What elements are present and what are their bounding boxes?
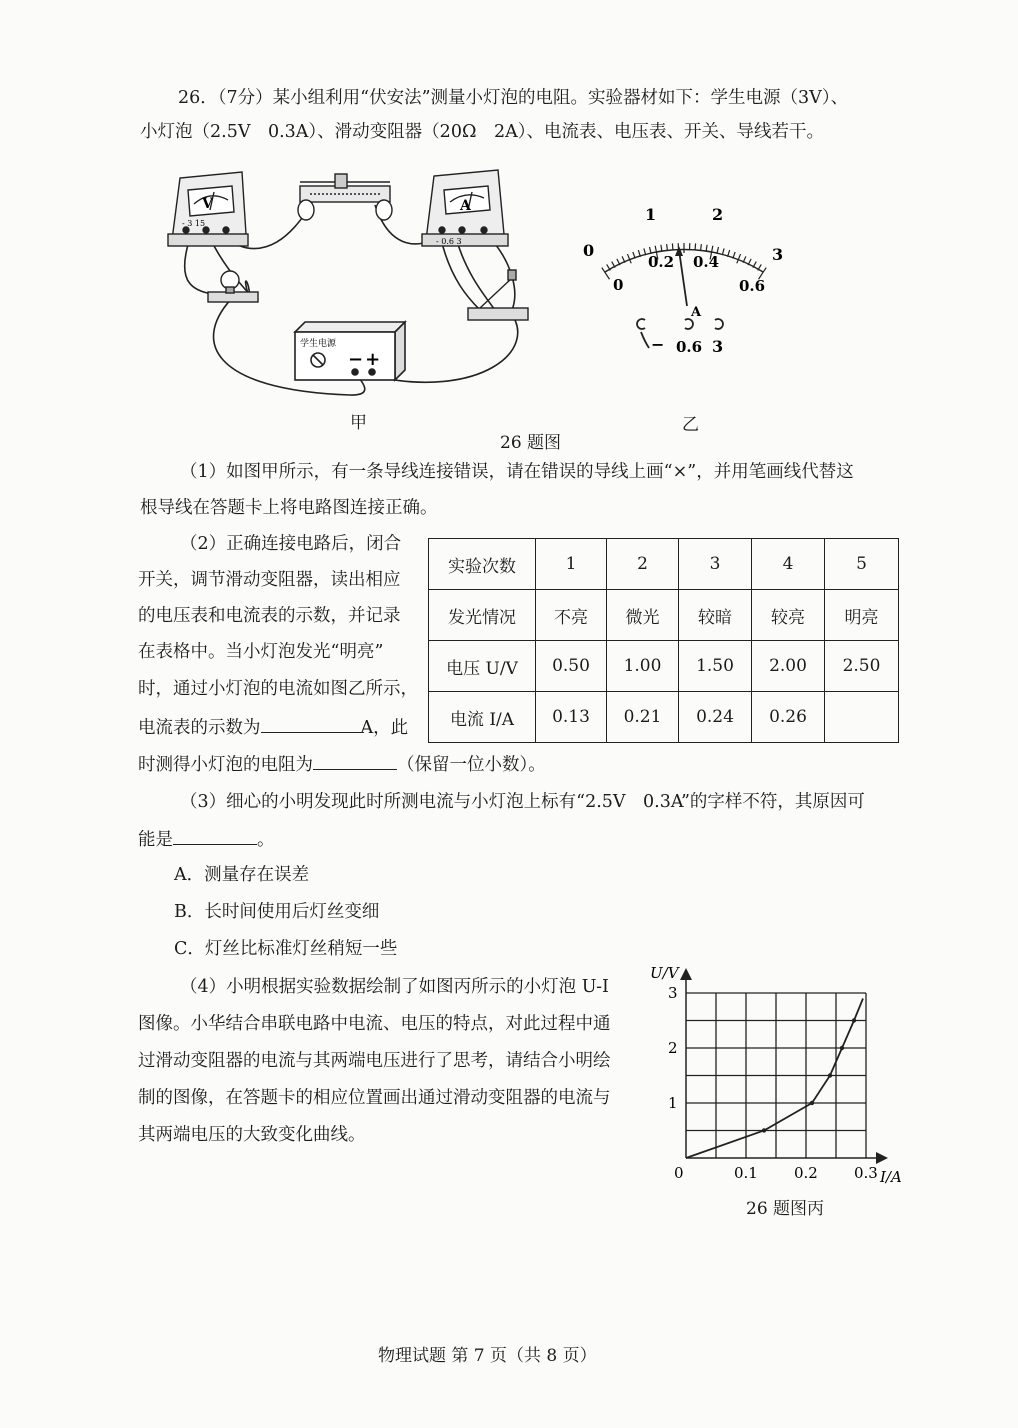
x-tick-label: 0.1 — [734, 1164, 758, 1182]
ammeter-letter: A — [460, 198, 471, 214]
data-point — [810, 1101, 814, 1105]
ammeter-terminals: - 0.6 3 — [436, 237, 462, 246]
table-cell: 较亮 — [752, 590, 825, 641]
part2-line7 — [138, 751, 546, 777]
experiment-data-table — [428, 538, 899, 743]
figure-main-caption: 26 题图 — [500, 433, 562, 453]
part2-line6-pre: 电流表的示数为 — [138, 718, 261, 738]
part2-line4: 在表格中。当小灯泡发光“明亮” — [138, 642, 384, 662]
dial-needle — [679, 250, 687, 306]
table-cell: 实验次数 — [429, 539, 536, 590]
x-tick-label: 0.3 — [854, 1164, 878, 1182]
dial-bottom-label-3: 0.6 — [739, 277, 766, 295]
data-point — [840, 1046, 844, 1050]
part4-line1: （4）小明根据实验数据绘制了如图丙所示的小灯泡 U-I — [180, 977, 609, 997]
option-b[interactable]: B．长时间使用后灯丝变细 — [174, 902, 380, 922]
table-cell: 电压 U/V — [429, 641, 536, 692]
part2-line6-post: A，此 — [360, 718, 409, 738]
y-tick-label: 2 — [668, 1039, 678, 1057]
dial-top-label-1: 1 — [645, 205, 657, 224]
dial-top-label-3: 3 — [772, 245, 784, 264]
y-tick-label: 3 — [668, 984, 678, 1002]
table-cell: 0.21 — [607, 692, 679, 743]
x-tick-label: 0.2 — [794, 1164, 818, 1182]
question-intro-line2: 小灯泡（2.5V 0.3A）、滑动变阻器（20Ω 2A）、电流表、电压表、开关、导线若干。 — [140, 122, 824, 142]
circuit-figure-jia — [150, 160, 560, 420]
dial-terminal-minus: − — [651, 335, 665, 354]
table-row — [429, 539, 899, 590]
table-cell: 不亮 — [536, 590, 607, 641]
power-supply-label: 学生电源 — [300, 339, 337, 349]
ammeter-dial-figure-yi — [575, 200, 790, 360]
dial-bottom-label-2: 0.4 — [693, 253, 720, 271]
table-cell: 5 — [825, 539, 899, 590]
resistance-answer-blank[interactable] — [313, 751, 397, 770]
voltmeter-terminals: - 3 15 — [182, 219, 206, 228]
voltmeter-letter: V — [202, 196, 213, 212]
power-supply-terminals: −+ — [348, 349, 383, 370]
table-row — [429, 590, 899, 641]
dial-terminal-3: 3 — [712, 337, 724, 356]
part2-line3: 的电压表和电流表的示数，并记录 — [138, 606, 401, 626]
table-cell: 3 — [679, 539, 752, 590]
table-cell: 1 — [536, 539, 607, 590]
table-row — [429, 641, 899, 692]
ui-graph-bing — [640, 958, 920, 1188]
table-cell: 发光情况 — [429, 590, 536, 641]
part2-line7-pre: 时测得小灯泡的电阻为 — [138, 755, 313, 775]
figure-bing-caption: 26 题图丙 — [746, 1199, 825, 1219]
table-cell: 2.50 — [825, 641, 899, 692]
graph-origin: 0 — [674, 1164, 684, 1182]
table-cell: 4 — [752, 539, 825, 590]
data-point — [762, 1128, 766, 1132]
dial-bottom-label-0: 0 — [613, 276, 624, 294]
page-footer: 物理试题 第 7 页（共 8 页） — [378, 1346, 597, 1366]
table-cell: 0.13 — [536, 692, 607, 743]
current-answer-blank[interactable] — [261, 714, 361, 733]
part4-line4: 制的图像，在答题卡的相应位置画出通过滑动变阻器的电流与 — [138, 1088, 611, 1108]
table-cell: 2 — [607, 539, 679, 590]
part3-line1: （3）细心的小明发现此时所测电流与小灯泡上标有“2.5V 0.3A”的字样不符，其原因可 — [180, 792, 865, 812]
option-c[interactable]: C．灯丝比标准灯丝稍短一些 — [174, 939, 398, 959]
dial-terminal-0.6: 0.6 — [676, 338, 703, 356]
part2-line7-post: （保留一位小数）。 — [397, 755, 546, 775]
figure-yi-caption: 乙 — [682, 415, 699, 435]
question-intro-line1: 26．（7分）某小组利用“伏安法”测量小灯泡的电阻。实验器材如下：学生电源（3V）、 — [178, 88, 849, 108]
part3-line2-pre: 能是 — [138, 830, 173, 850]
data-point — [828, 1073, 832, 1077]
table-cell: 0.26 — [752, 692, 825, 743]
table-cell: 明亮 — [825, 590, 899, 641]
table-cell[interactable] — [825, 692, 899, 743]
bulb-illustration — [208, 271, 258, 302]
dial-bottom-label-1: 0.2 — [648, 253, 675, 271]
part4-line2: 图像。小华结合串联电路中电流、电压的特点，对此过程中通 — [138, 1014, 611, 1034]
reason-answer-blank[interactable] — [173, 826, 257, 845]
table-cell: 2.00 — [752, 641, 825, 692]
table-cell: 1.00 — [607, 641, 679, 692]
data-point — [852, 1018, 856, 1022]
part1-line1: （1）如图甲所示，有一条导线连接错误，请在错误的导线上画“×”，并用笔画线代替这 — [180, 462, 854, 482]
table-cell: 较暗 — [679, 590, 752, 641]
part2-line5: 时，通过小灯泡的电流如图乙所示， — [138, 679, 418, 699]
graph-x-label: I/A — [880, 1168, 902, 1186]
table-cell: 微光 — [607, 590, 679, 641]
y-tick-label: 1 — [668, 1094, 678, 1112]
part3-line2-post: 。 — [257, 830, 275, 850]
table-cell: 0.24 — [679, 692, 752, 743]
dial-top-label-2: 2 — [712, 205, 724, 224]
part2-line2: 开关，调节滑动变阻器，读出相应 — [138, 570, 401, 590]
part2-line6 — [138, 714, 408, 740]
rheostat-illustration — [298, 174, 392, 220]
table-cell: 电流 I/A — [429, 692, 536, 743]
table-cell: 1.50 — [679, 641, 752, 692]
graph-y-label: U/V — [650, 964, 679, 982]
option-a[interactable]: A．测量存在误差 — [174, 865, 310, 885]
figure-jia-caption: 甲 — [350, 413, 367, 433]
dial-top-label-0: 0 — [583, 241, 595, 260]
part1-line2: 根导线在答题卡上将电路图连接正确。 — [140, 498, 438, 518]
table-cell: 0.50 — [536, 641, 607, 692]
part4-line3: 过滑动变阻器的电流与其两端电压进行了思考，请结合小明绘 — [138, 1051, 611, 1071]
part3-line2 — [138, 826, 275, 852]
table-row — [429, 692, 899, 743]
part2-line1: （2）正确连接电路后，闭合 — [180, 534, 402, 554]
switch-illustration — [468, 270, 528, 320]
part4-line5: 其两端电压的大致变化曲线。 — [138, 1125, 366, 1145]
dial-unit: A — [691, 305, 702, 320]
